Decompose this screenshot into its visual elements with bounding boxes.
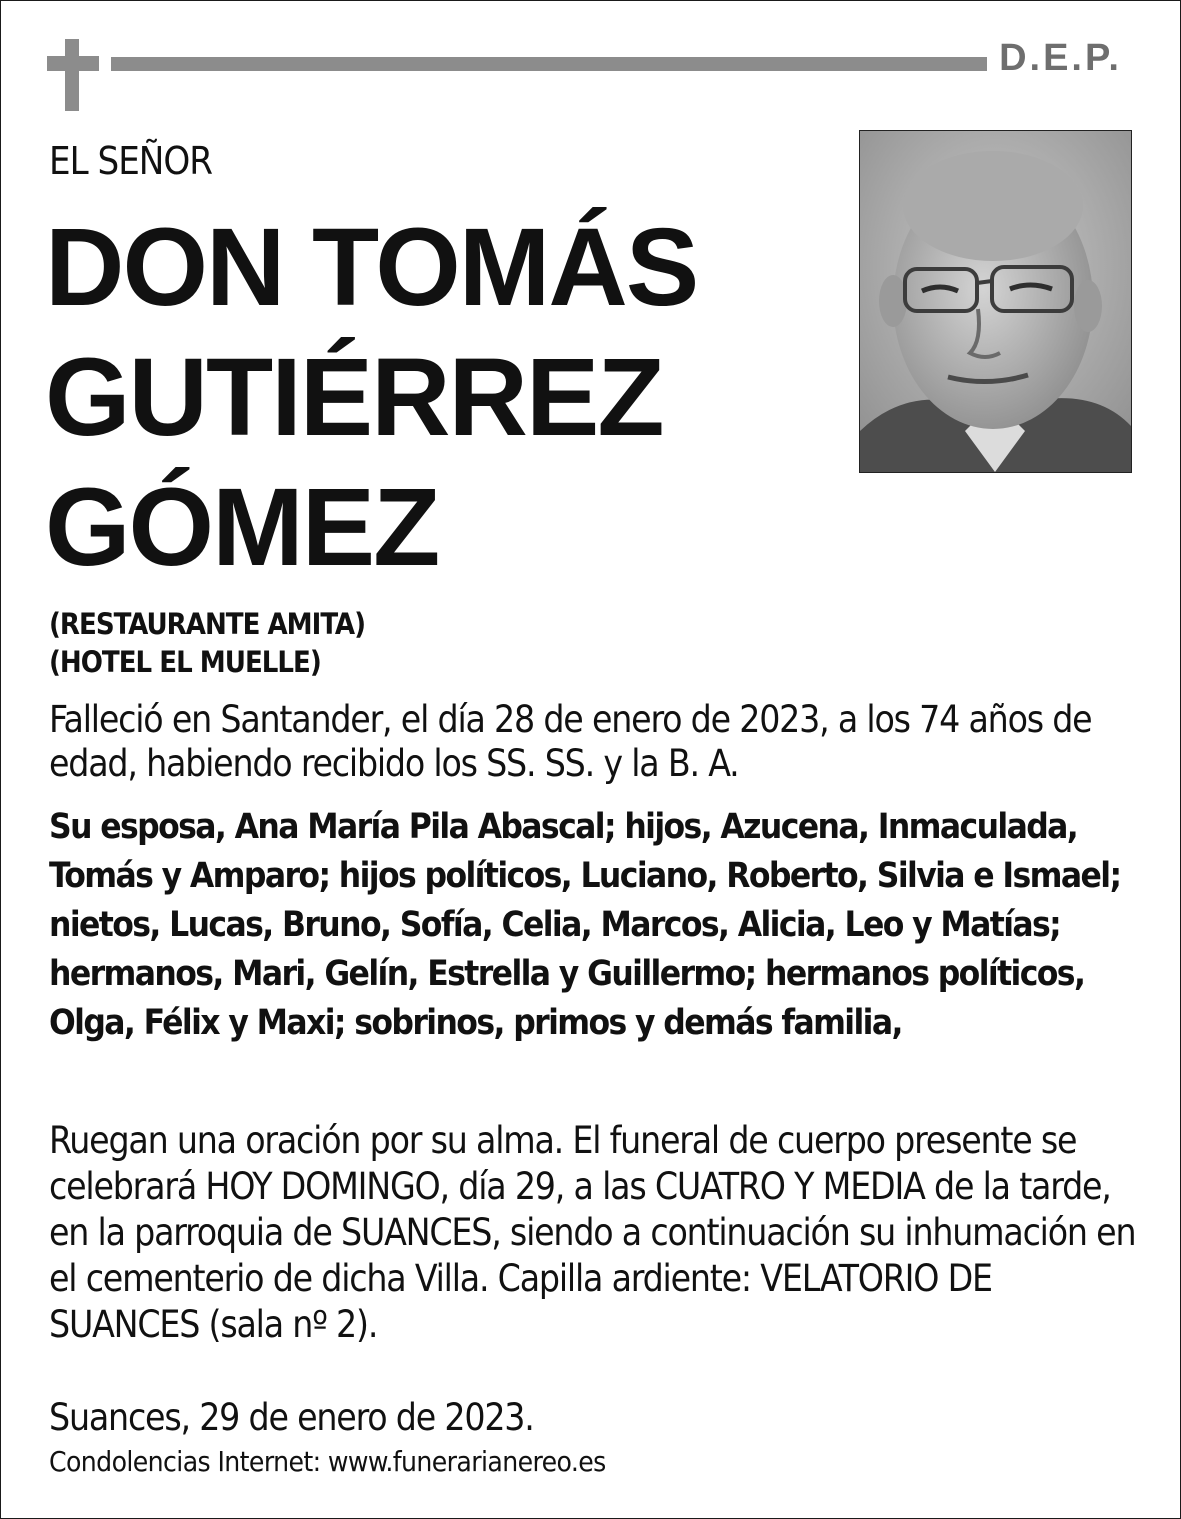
honorific: EL SEÑOR — [49, 139, 213, 183]
funeral-paragraph: Ruegan una oración por su alma. El funeral de cuerpo presente se celebrará HOY DOMINGO, día 29, a las CUATRO Y MEDIA de la tarde, en la parroquia de SUANCES, siendo a continuación su inhumación en el cementerio de dicha Villa. Capilla ardiente: VELATORIO DE SUANCES (sala nº 2). — [49, 1119, 1136, 1346]
portrait-photo — [859, 130, 1132, 473]
cross-icon-bar — [47, 56, 99, 71]
death-paragraph: Falleció en Santander, el día 28 de enero de 2023, a los 74 años de edad, habiendo recibido los SS. SS. y la B. A. — [49, 698, 1092, 785]
place-date: Suances, 29 de enero de 2023. — [49, 1396, 534, 1439]
business-2: (HOTEL EL MUELLE) — [49, 645, 321, 679]
header-rule — [111, 57, 987, 71]
name-line-2: GUTIÉRREZ — [45, 336, 663, 459]
portrait-icon — [860, 131, 1131, 472]
business-names — [49, 605, 365, 681]
dep-label: D.E.P. — [999, 37, 1122, 79]
business-1: (RESTAURANTE AMITA) — [49, 607, 366, 641]
family-paragraph: Su esposa, Ana María Pila Abascal; hijos, Azucena, Inmaculada, Tomás y Amparo; hijos políticos, Luciano, Roberto, Silvia e Ismael; nietos, Lucas, Bruno, Sofía, Celia, Marcos, Alicia, Leo y Matías; hermanos, Mari, Gelín, Estrella y Guillermo; hermanos políticos, Olga, Félix y Maxi; sobrinos, primos y demás familia, — [49, 807, 1121, 1043]
name-line-1: DON TOMÁS — [45, 206, 698, 329]
name-line-3: GÓMEZ — [45, 466, 439, 589]
condolences-line: Condolencias Internet: www.funerarianereo.es — [49, 1445, 606, 1478]
cross-icon — [65, 39, 79, 111]
deceased-name — [45, 203, 697, 593]
